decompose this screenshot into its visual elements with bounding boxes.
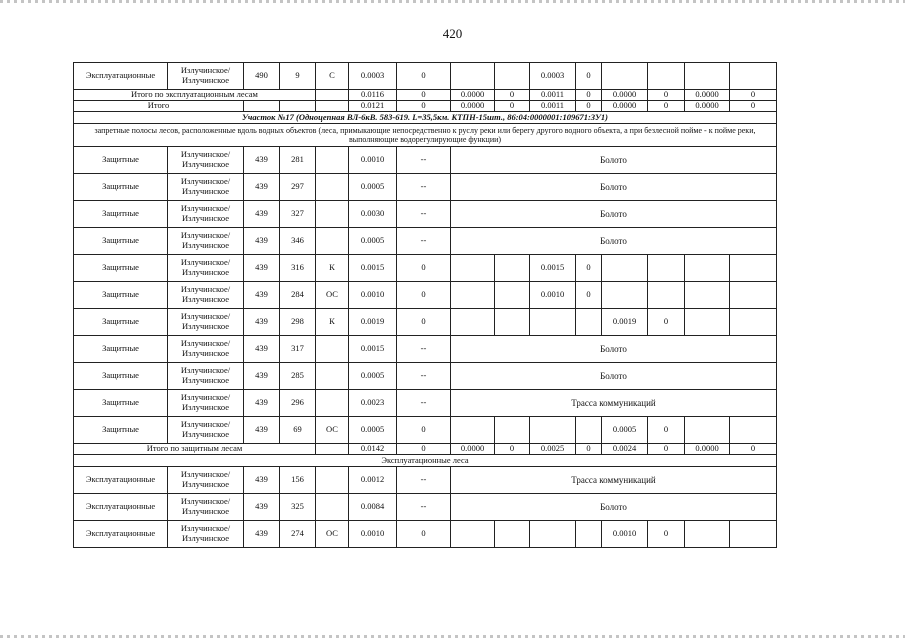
plot-number: 298 [280, 309, 316, 336]
total-value: 0.0000 [451, 444, 495, 455]
total-area: 0.0142 [349, 444, 397, 455]
forestry-line: Излучинское [182, 186, 229, 196]
forestry-name [168, 228, 244, 255]
volume-value [685, 255, 730, 282]
total-row [74, 90, 777, 101]
total-value: 0.0000 [685, 90, 730, 101]
land-type-note: Болото [451, 363, 777, 390]
land-type-note: Трасса коммуникаций [451, 390, 777, 417]
species [316, 390, 349, 417]
volume-value: 0.0015 [530, 255, 576, 282]
total-value: 0 [648, 444, 685, 455]
quarter-number: 439 [244, 309, 280, 336]
volume-value: 0 [397, 63, 451, 90]
plot-number: 346 [280, 228, 316, 255]
land-type-note: Болото [451, 147, 777, 174]
land-type-note: Болото [451, 201, 777, 228]
volume-value [685, 521, 730, 548]
volume-value: 0 [648, 309, 685, 336]
plot-area: 0.0005 [349, 417, 397, 444]
forestry-line: Излучинское [182, 75, 229, 85]
forestry-line: Излучинское/ [180, 257, 231, 268]
volume-value: 0 [397, 417, 451, 444]
species [316, 174, 349, 201]
volume-value: 0 [397, 282, 451, 309]
table-row [74, 494, 777, 521]
total-value: 0 [576, 101, 602, 112]
total-label: Итого по эксплуатационным лесам [74, 90, 316, 101]
plot-number: 327 [280, 201, 316, 228]
species: ОС [316, 282, 349, 309]
plot-number: 296 [280, 390, 316, 417]
forestry-line: Излучинское [182, 321, 229, 331]
species [316, 494, 349, 521]
forestry-line: Излучинское [182, 533, 229, 543]
quarter-number: 490 [244, 63, 280, 90]
forestry-line: Излучинское [182, 375, 229, 385]
total-value: 0.0000 [685, 101, 730, 112]
quarter-number: 439 [244, 174, 280, 201]
species [316, 467, 349, 494]
table-row [74, 336, 777, 363]
volume-value [451, 63, 495, 90]
species [316, 201, 349, 228]
volume-value: -- [397, 228, 451, 255]
table-row [74, 467, 777, 494]
plot-area: 0.0030 [349, 201, 397, 228]
volume-value: -- [397, 467, 451, 494]
total-value: 0 [495, 90, 530, 101]
volume-value [495, 282, 530, 309]
plot-number: 325 [280, 494, 316, 521]
forestry-line: Излучинское/ [180, 65, 231, 76]
volume-value [648, 282, 685, 309]
quarter-number: 439 [244, 521, 280, 548]
volume-value: 0 [397, 309, 451, 336]
total-value: 0 [495, 444, 530, 455]
quarter-number: 439 [244, 147, 280, 174]
quarter-number: 439 [244, 390, 280, 417]
volume-value: 0 [576, 63, 602, 90]
table-row [74, 282, 777, 309]
protection-category: Эксплуатационные [74, 63, 168, 90]
plot-area: 0.0010 [349, 147, 397, 174]
forestry-line: Излучинское [182, 159, 229, 169]
species [316, 147, 349, 174]
total-value: 0.0000 [602, 90, 648, 101]
species: ОС [316, 417, 349, 444]
forestry-line: Излучинское/ [180, 419, 231, 430]
plot-area: 0.0015 [349, 255, 397, 282]
volume-value [576, 417, 602, 444]
total-area: 0.0116 [349, 90, 397, 101]
total-value: 0 [397, 90, 451, 101]
forestry-name [168, 363, 244, 390]
table-row [74, 201, 777, 228]
section-text: Участок №17 (Одноцепная ВЛ-6кВ. 583-619. L=35,5км. КТПН-15шт., 86:04:0000001:109671:ЗУ1) [74, 112, 777, 124]
forestry-name [168, 494, 244, 521]
volume-value: 0.0019 [602, 309, 648, 336]
forestry-line: Излучинское [182, 240, 229, 250]
forestry-line: Излучинское [182, 429, 229, 439]
volume-value [730, 417, 777, 444]
table-row [74, 63, 777, 90]
forestry-name [168, 282, 244, 309]
volume-value: -- [397, 390, 451, 417]
volume-value [451, 255, 495, 282]
volume-value: 0 [576, 282, 602, 309]
plot-number: 284 [280, 282, 316, 309]
volume-value [530, 521, 576, 548]
forestry-name [168, 147, 244, 174]
volume-value [495, 255, 530, 282]
protection-category: Защитные [74, 228, 168, 255]
plot-area: 0.0012 [349, 467, 397, 494]
protection-category: Защитные [74, 390, 168, 417]
plot-area: 0.0023 [349, 390, 397, 417]
quarter-number: 439 [244, 282, 280, 309]
volume-value [648, 255, 685, 282]
protection-category: Эксплуатационные [74, 467, 168, 494]
quarter-number: 439 [244, 336, 280, 363]
protection-category: Защитные [74, 255, 168, 282]
plot-number: 274 [280, 521, 316, 548]
volume-value [648, 63, 685, 90]
total-value: 0 [730, 101, 777, 112]
plot-area: 0.0005 [349, 363, 397, 390]
volume-value [495, 309, 530, 336]
table-row [74, 255, 777, 282]
forestry-line: Излучинское/ [180, 338, 231, 349]
forestry-line: Излучинское [182, 294, 229, 304]
plot-area: 0.0005 [349, 174, 397, 201]
protection-category: Защитные [74, 282, 168, 309]
volume-value [576, 309, 602, 336]
total-area: 0.0121 [349, 101, 397, 112]
table-row [74, 363, 777, 390]
volume-value: 0.0005 [602, 417, 648, 444]
forestry-line: Излучинское/ [180, 149, 231, 160]
total-value: 0 [495, 101, 530, 112]
species: С [316, 63, 349, 90]
table-row [74, 521, 777, 548]
volume-value: -- [397, 201, 451, 228]
plot-number: 317 [280, 336, 316, 363]
total-value: 0 [397, 101, 451, 112]
forestry-name [168, 201, 244, 228]
plot-area: 0.0019 [349, 309, 397, 336]
volume-value [530, 417, 576, 444]
volume-value [530, 309, 576, 336]
volume-value: -- [397, 494, 451, 521]
volume-value [685, 417, 730, 444]
total-value: 0 [576, 444, 602, 455]
protection-category: Защитные [74, 363, 168, 390]
quarter-number: 439 [244, 494, 280, 521]
species [316, 336, 349, 363]
protection-category: Защитные [74, 147, 168, 174]
forestry-line: Излучинское [182, 213, 229, 223]
volume-value: -- [397, 336, 451, 363]
volume-value [576, 521, 602, 548]
volume-value [451, 282, 495, 309]
species: ОС [316, 521, 349, 548]
note-text: запретные полосы лесов, расположенные вдоль водных объектов (леса, примыкающие непосредственно к руслу реки или берегу другого водного объекта, а при безлесной пойме - к пойме реки, выполняющие водорегулирующие функции) [74, 124, 777, 147]
volume-value [602, 63, 648, 90]
forestry-name [168, 390, 244, 417]
forestry-line: Излучинское/ [180, 496, 231, 507]
total-value: 0.0000 [602, 101, 648, 112]
forestry-line: Излучинское/ [180, 203, 231, 214]
forestry-line: Излучинское/ [180, 311, 231, 322]
volume-value: 0 [397, 255, 451, 282]
plot-number: 297 [280, 174, 316, 201]
land-type-note: Трасса коммуникаций [451, 467, 777, 494]
table-row [74, 174, 777, 201]
total-row [74, 444, 777, 455]
species: К [316, 255, 349, 282]
protection-category: Эксплуатационные [74, 494, 168, 521]
protection-category: Эксплуатационные [74, 521, 168, 548]
forestry-name [168, 309, 244, 336]
quarter-number: 439 [244, 363, 280, 390]
plot-area: 0.0084 [349, 494, 397, 521]
species [316, 228, 349, 255]
total-value: 0.0025 [530, 444, 576, 455]
forestry-line: Излучинское [182, 348, 229, 358]
protection-category: Защитные [74, 174, 168, 201]
forestry-name [168, 255, 244, 282]
forestry-name [168, 521, 244, 548]
forestry-line: Излучинское/ [180, 469, 231, 480]
volume-value: -- [397, 147, 451, 174]
total-value: 0 [730, 444, 777, 455]
land-type-note: Болото [451, 336, 777, 363]
forestry-line: Излучинское/ [180, 365, 231, 376]
forestry-name [168, 174, 244, 201]
total-value: 0.0000 [685, 444, 730, 455]
plot-area: 0.0010 [349, 521, 397, 548]
forestry-line: Излучинское/ [180, 284, 231, 295]
total-value: 0.0024 [602, 444, 648, 455]
volume-value [451, 309, 495, 336]
forest-plots-table [73, 62, 777, 548]
quarter-number: 439 [244, 255, 280, 282]
forestry-name [168, 467, 244, 494]
quarter-number: 439 [244, 467, 280, 494]
plot-area: 0.0005 [349, 228, 397, 255]
total-value: 0 [576, 90, 602, 101]
forestry-line: Излучинское/ [180, 230, 231, 241]
land-type-note: Болото [451, 228, 777, 255]
subsection-row [74, 455, 777, 467]
volume-value [730, 255, 777, 282]
volume-value [730, 63, 777, 90]
scan-edge-top [0, 0, 905, 3]
protection-category: Защитные [74, 201, 168, 228]
forestry-line: Излучинское/ [180, 523, 231, 534]
plot-number: 156 [280, 467, 316, 494]
plot-number: 9 [280, 63, 316, 90]
forestry-line: Излучинское [182, 479, 229, 489]
volume-value: 0.0003 [530, 63, 576, 90]
volume-value [495, 521, 530, 548]
protection-category: Защитные [74, 417, 168, 444]
plot-number: 316 [280, 255, 316, 282]
volume-value [730, 282, 777, 309]
forestry-name [168, 417, 244, 444]
land-type-note: Болото [451, 174, 777, 201]
volume-value [730, 309, 777, 336]
plot-area: 0.0010 [349, 282, 397, 309]
protection-category: Защитные [74, 336, 168, 363]
total-value: 0.0011 [530, 101, 576, 112]
plot-area: 0.0015 [349, 336, 397, 363]
volume-value [602, 282, 648, 309]
table-row [74, 147, 777, 174]
volume-value: 0.0010 [530, 282, 576, 309]
table-row [74, 228, 777, 255]
quarter-number: 439 [244, 201, 280, 228]
quarter-number: 439 [244, 228, 280, 255]
total-value: 0 [397, 444, 451, 455]
plot-number: 69 [280, 417, 316, 444]
volume-value: -- [397, 174, 451, 201]
species [316, 363, 349, 390]
total-value: 0.0000 [451, 90, 495, 101]
total-label: Итого [74, 101, 244, 112]
volume-value: -- [397, 363, 451, 390]
plot-number: 285 [280, 363, 316, 390]
subsection-text: Эксплуатационные леса [74, 455, 777, 467]
volume-value [685, 63, 730, 90]
forestry-name [168, 336, 244, 363]
total-value: 0 [648, 90, 685, 101]
volume-value [495, 63, 530, 90]
volume-value [685, 282, 730, 309]
plot-area: 0.0003 [349, 63, 397, 90]
total-label: Итого по защитным лесам [74, 444, 316, 455]
scan-edge-bottom [0, 635, 905, 638]
volume-value [495, 417, 530, 444]
total-row [74, 101, 777, 112]
species: К [316, 309, 349, 336]
table-row [74, 417, 777, 444]
volume-value [451, 417, 495, 444]
total-value: 0 [730, 90, 777, 101]
plot-number: 281 [280, 147, 316, 174]
volume-value: 0 [576, 255, 602, 282]
volume-value: 0 [648, 417, 685, 444]
forestry-line: Излучинское [182, 267, 229, 277]
total-value: 0 [648, 101, 685, 112]
table-row [74, 309, 777, 336]
forestry-line: Излучинское [182, 402, 229, 412]
volume-value: 0 [397, 521, 451, 548]
volume-value [685, 309, 730, 336]
volume-value: 0 [648, 521, 685, 548]
protection-category: Защитные [74, 309, 168, 336]
land-type-note: Болото [451, 494, 777, 521]
volume-value [451, 521, 495, 548]
page-number: 420 [442, 26, 463, 41]
note-row [74, 124, 777, 147]
forestry-line: Излучинское/ [180, 392, 231, 403]
volume-value: 0.0010 [602, 521, 648, 548]
total-value: 0.0011 [530, 90, 576, 101]
quarter-number: 439 [244, 417, 280, 444]
forestry-line: Излучинское [182, 506, 229, 516]
table-row [74, 390, 777, 417]
section-row [74, 112, 777, 124]
volume-value [602, 255, 648, 282]
forestry-name [168, 63, 244, 90]
volume-value [730, 521, 777, 548]
forestry-line: Излучинское/ [180, 176, 231, 187]
total-value: 0.0000 [451, 101, 495, 112]
